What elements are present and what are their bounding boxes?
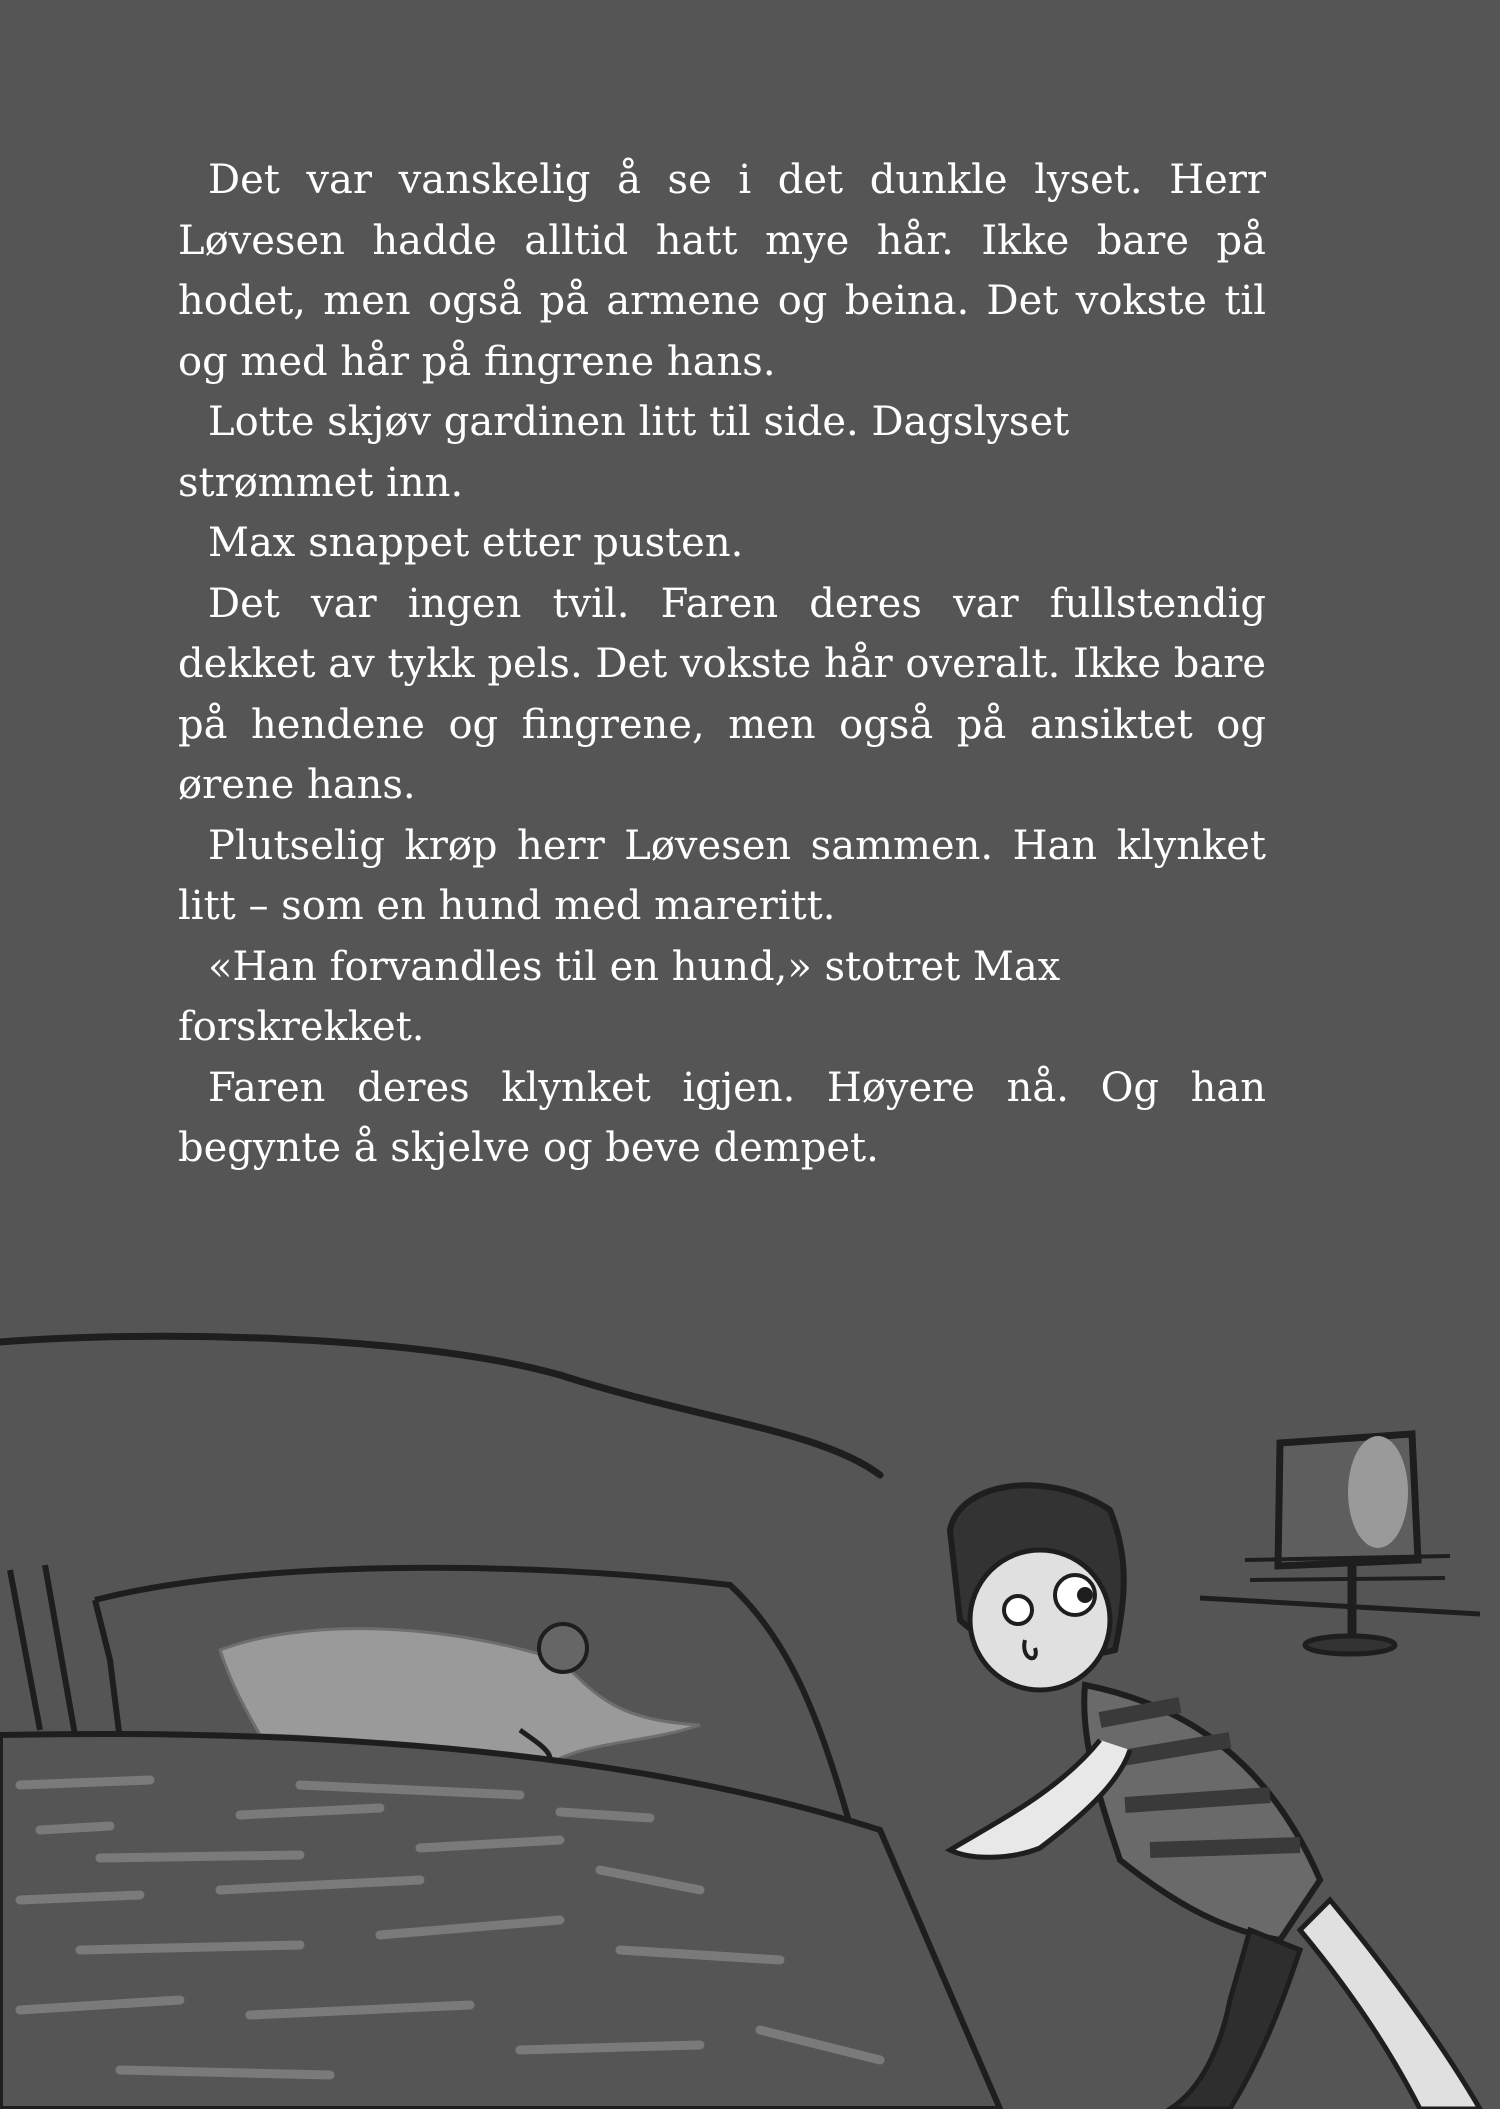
paragraph: Det var vanskelig å se i det dunkle lyset. Herr Løvesen hadde alltid hatt mye hår. Ikke bare på hodet, men også på armene og beina. Det vokste til og med hår på fingrene hans. — [178, 157, 1266, 385]
paragraph: Plutselig krøp herr Løvesen sammen. Han klynket litt – som en hund med mareritt. — [178, 822, 1266, 929]
paragraph: Lotte skjøv gardinen litt til side. Dagslyset strømmet inn. — [178, 399, 1070, 506]
paragraph: Faren deres klynket igjen. Høyere nå. Og han begynte å skjelve og beve dempet. — [178, 1064, 1266, 1171]
lamp-icon — [1245, 1434, 1450, 1654]
pillow-left — [10, 1565, 75, 1735]
story-text — [178, 150, 1266, 1179]
headboard-curve — [0, 1336, 880, 1475]
bedside-line — [1200, 1598, 1480, 1614]
paragraph: Max snappet etter pusten. — [208, 520, 744, 566]
paragraph: «Han forvandles til en hund,» stotret Max forskrekket. — [178, 943, 1061, 1050]
bedroom-illustration — [0, 1290, 1500, 2109]
paragraph: Det var ingen tvil. Faren deres var fullstendig dekket av tykk pels. Det vokste hår overalt. Ikke bare på hendene og fingrene, men også på ansiktet og ørene hans. — [178, 580, 1266, 808]
